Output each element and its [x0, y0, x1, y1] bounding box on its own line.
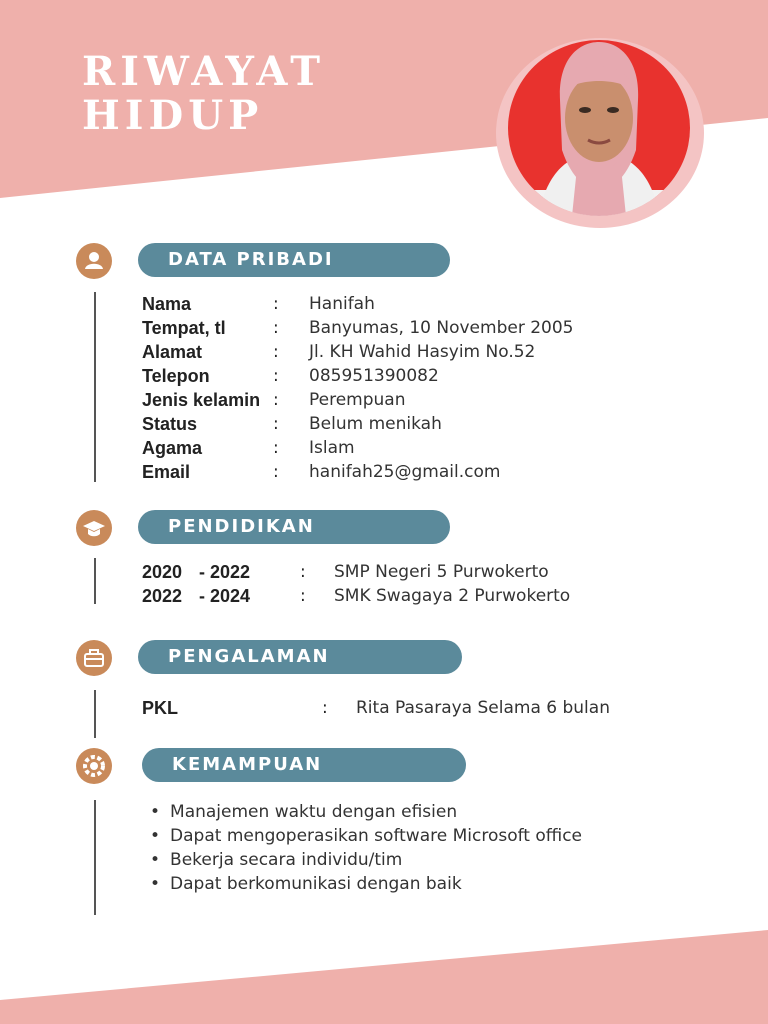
personal-data-label: Alamat	[142, 342, 203, 362]
experience-label: PKL	[142, 698, 178, 718]
personal-data-colon: :	[273, 462, 279, 482]
personal-data-colon: :	[273, 294, 279, 314]
graduation-cap-icon	[76, 510, 112, 546]
timeline-line-4	[94, 800, 96, 915]
timeline-line-1	[94, 292, 96, 482]
skills-list	[150, 800, 582, 896]
personal-data-colon: :	[273, 414, 279, 434]
personal-data-value: Perempuan	[309, 390, 406, 410]
personal-data-colon: :	[273, 342, 279, 362]
personal-data-label: Tempat, tl	[142, 318, 226, 338]
profile-photo	[508, 40, 690, 216]
personal-data-value: Banyumas, 10 November 2005	[309, 318, 574, 338]
personal-data-value: Islam	[309, 438, 355, 458]
timeline-line-2	[94, 558, 96, 604]
edu-school: SMK Swagaya 2 Purwokerto	[334, 586, 571, 606]
page-title	[82, 50, 325, 138]
personal-data-colon: :	[273, 366, 279, 386]
personal-data-value: 085951390082	[309, 366, 439, 386]
personal-data-value: Jl. KH Wahid Hasyim No.52	[309, 342, 536, 362]
personal-data-label: Telepon	[142, 366, 210, 386]
personal-data-colon: :	[273, 318, 279, 338]
gear-icon	[76, 748, 112, 784]
title-line-1: RIWAYAT	[82, 48, 325, 95]
personal-data-value: hanifah25@gmail.com	[309, 462, 501, 482]
skill-item: • Manajemen waktu dengan efisien	[150, 800, 582, 824]
personal-data-label: Agama	[142, 438, 203, 458]
personal-data-label: Email	[142, 462, 191, 482]
personal-data-label: Status	[142, 414, 198, 434]
personal-data-colon: :	[273, 390, 279, 410]
edu-to: - 2022	[199, 562, 251, 582]
edu-from: 2022	[142, 586, 183, 606]
experience-value: Rita Pasaraya Selama 6 bulan	[356, 698, 610, 718]
edu-to: - 2024	[199, 586, 251, 606]
edu-colon: :	[300, 562, 306, 582]
edu-from: 2020	[142, 562, 183, 582]
skill-item: • Dapat mengoperasikan software Microsoft office	[150, 824, 582, 848]
personal-data-value: Hanifah	[309, 294, 375, 314]
experience-colon: :	[322, 698, 328, 718]
person-icon	[76, 243, 112, 279]
section-heading-data-pribadi: DATA PRIBADI	[138, 243, 450, 277]
briefcase-icon	[76, 640, 112, 676]
section-heading-pendidikan: PENDIDIKAN	[138, 510, 450, 544]
personal-data-label: Jenis kelamin	[142, 390, 261, 410]
edu-colon: :	[300, 586, 306, 606]
skill-item: • Dapat berkomunikasi dengan baik	[150, 872, 582, 896]
section-heading-kemampuan: KEMAMPUAN	[142, 748, 466, 782]
title-line-2: HIDUP	[82, 92, 264, 139]
section-heading-pengalaman: PENGALAMAN	[138, 640, 462, 674]
timeline-line-3	[94, 690, 96, 738]
personal-data-label: Nama	[142, 294, 192, 314]
personal-data-colon: :	[273, 438, 279, 458]
edu-school: SMP Negeri 5 Purwokerto	[334, 562, 549, 582]
skill-item: • Bekerja secara individu/tim	[150, 848, 582, 872]
personal-data-value: Belum menikah	[309, 414, 442, 434]
